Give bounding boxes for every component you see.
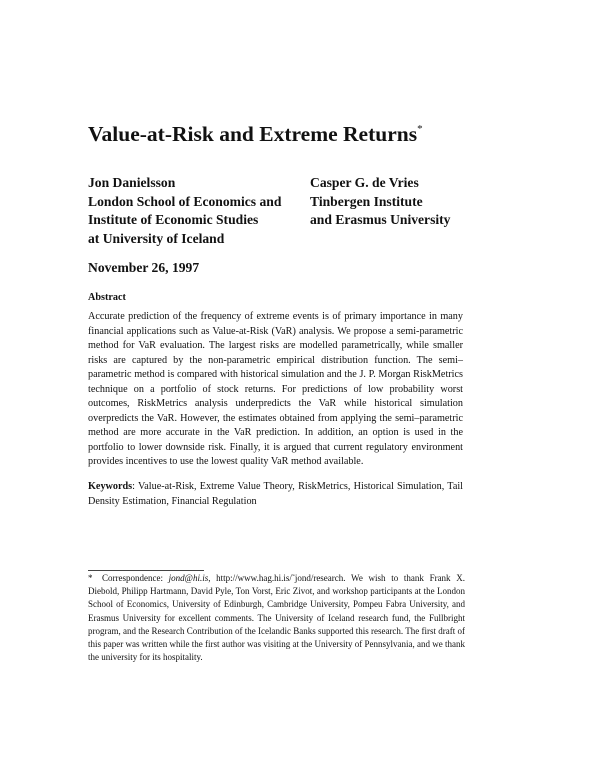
author-affiliation-line: and Erasmus University xyxy=(310,212,451,227)
footnote-mark: * xyxy=(88,573,93,583)
footnote-email: jond@hi.is xyxy=(168,573,209,583)
keywords-label: Keywords xyxy=(88,481,133,492)
paper-title xyxy=(88,122,423,147)
keywords xyxy=(88,480,463,509)
paper-title-text: Value-at-Risk and Extreme Returns xyxy=(88,122,418,146)
author-affiliation-line: Institute of Economic Studies xyxy=(88,212,259,227)
author-affiliation-line: London School of Economics and xyxy=(88,193,282,209)
footnote-divider xyxy=(88,570,204,571)
abstract-body: Accurate prediction of the frequency of extreme events is of primary importance in many financial applications such as Value-at-Risk (VaR) analysis. We propose a semi-parametric method for VaR evaluation. The largest risks are modelled parametrically, while smaller risks are captured by the non-parametric empirical distribution function. The semi–parametric method is compared with historical simulation and the J. P. Morgan RiskMetrics technique on a portfolio of stock returns. For predictions of low probability worst outcomes, RiskMetrics analysis underpredicts the VaR while historical simulation overpredicts the VaR. However, the estimates obtained from applying the semi–parametric method are more accurate in the VaR prediction. In addition, an option is used in the portfolio to lower downside risk. Finally, it is argued that current regulatory environment provides incentives to use the lowest quality VaR method available. xyxy=(88,311,463,467)
author-affiliation-line: at University of Iceland xyxy=(88,230,225,246)
keywords-list: : Value-at-Risk, Extreme Value Theory, RiskMetrics, Historical Simulation, Tail Density Estimation, Financial Regulation xyxy=(88,481,463,507)
author-affiliation-line: Tinbergen Institute xyxy=(310,193,423,209)
footnote xyxy=(88,572,465,664)
author-block-de-vries xyxy=(310,174,450,230)
author-block-danielsson xyxy=(88,174,281,248)
author-name: Jon Danielsson xyxy=(88,175,176,190)
footnote-text: , http://www.hag.hi.is/˜jond/research. We wish to thank Frank X. Diebold, Philipp Hartmann, David Pyle, Ton Vorst, Eric Zivot, and workshop participants at the London School of Economics, University of Edinburgh, Cambridge University, Pompeu Fabra University, and Erasmus University for excellent comments. The University of Iceland research fund, the Fullbright program, and the Research Contribution of the Icelandic Banks supported this research. The first draft of this paper was written while the first author was visiting at the University of Pennsylvania, and we thank the university for its hospitality. xyxy=(88,573,465,663)
title-footnote-mark: * xyxy=(417,123,423,135)
abstract-heading: Abstract xyxy=(88,292,126,303)
paper-date: November 26, 1997 xyxy=(88,260,200,275)
footnote-lead: Correspondence: xyxy=(102,573,169,583)
author-name: Casper G. de Vries xyxy=(310,175,419,190)
